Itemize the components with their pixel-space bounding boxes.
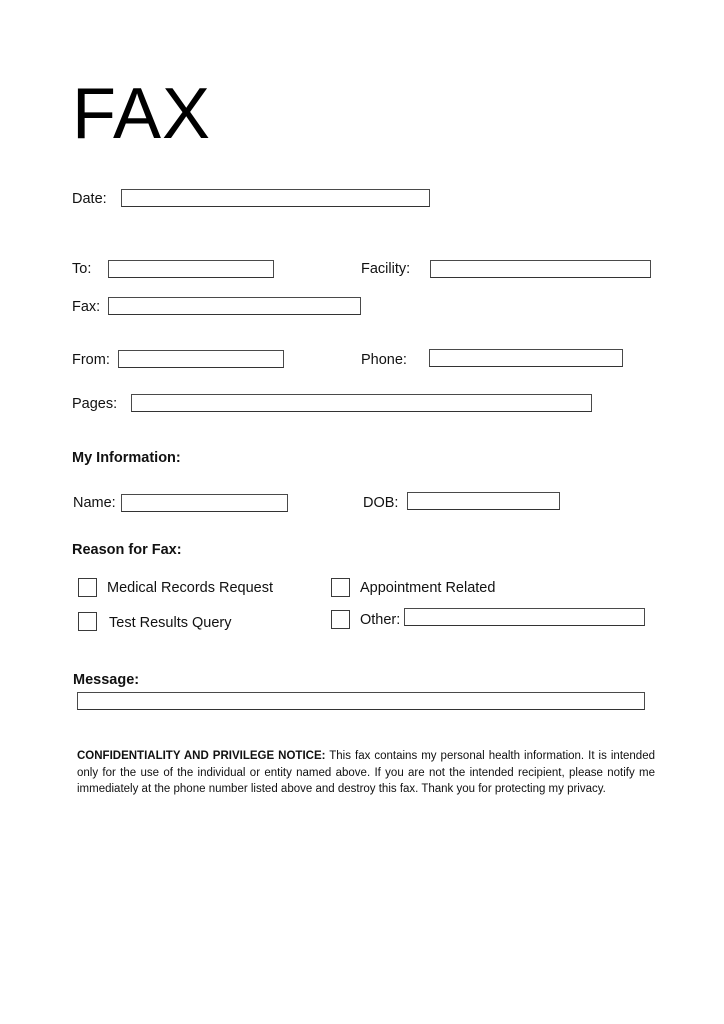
fax-field[interactable]	[108, 297, 361, 315]
other-label: Other:	[360, 612, 401, 628]
dob-field[interactable]	[407, 492, 560, 510]
phone-field[interactable]	[429, 349, 623, 367]
phone-label: Phone:	[361, 352, 407, 368]
test-results-label: Test Results Query	[109, 615, 232, 631]
pages-label: Pages:	[72, 396, 118, 412]
confidentiality-notice	[77, 748, 655, 798]
name-label: Name:	[73, 495, 116, 511]
date-field[interactable]	[121, 189, 430, 207]
from-label: From:	[72, 352, 110, 368]
date-label: Date:	[72, 191, 107, 207]
fax-label: Fax:	[72, 299, 101, 315]
medical-records-checkbox[interactable]	[78, 578, 97, 597]
other-field[interactable]	[404, 608, 645, 626]
other-checkbox[interactable]	[331, 610, 350, 629]
message-field[interactable]	[77, 692, 645, 710]
message-heading: Message:	[73, 672, 140, 688]
dob-label: DOB:	[363, 495, 399, 511]
pages-field[interactable]	[131, 394, 592, 412]
page-title: FAX	[72, 74, 212, 154]
medical-records-label: Medical Records Request	[107, 580, 274, 596]
appointment-related-checkbox[interactable]	[331, 578, 350, 597]
name-field[interactable]	[121, 494, 288, 512]
to-field[interactable]	[108, 260, 274, 278]
appointment-related-label: Appointment Related	[360, 580, 496, 596]
notice-heading: CONFIDENTIALITY AND PRIVILEGE NOTICE:	[77, 750, 326, 762]
notice-body: This fax contains my personal health information. It is intended only for the use of the individual or entity named above. If you are not the intended recipient, please notify me immediately at the phone number listed above and destroy this fax. Thank you for protecting my privacy.	[77, 750, 655, 795]
from-field[interactable]	[118, 350, 284, 368]
reason-heading: Reason for Fax:	[72, 542, 182, 558]
my-information-heading: My Information:	[72, 450, 181, 466]
to-label: To:	[72, 261, 92, 277]
facility-label: Facility:	[361, 261, 411, 277]
test-results-checkbox[interactable]	[78, 612, 97, 631]
facility-field[interactable]	[430, 260, 651, 278]
